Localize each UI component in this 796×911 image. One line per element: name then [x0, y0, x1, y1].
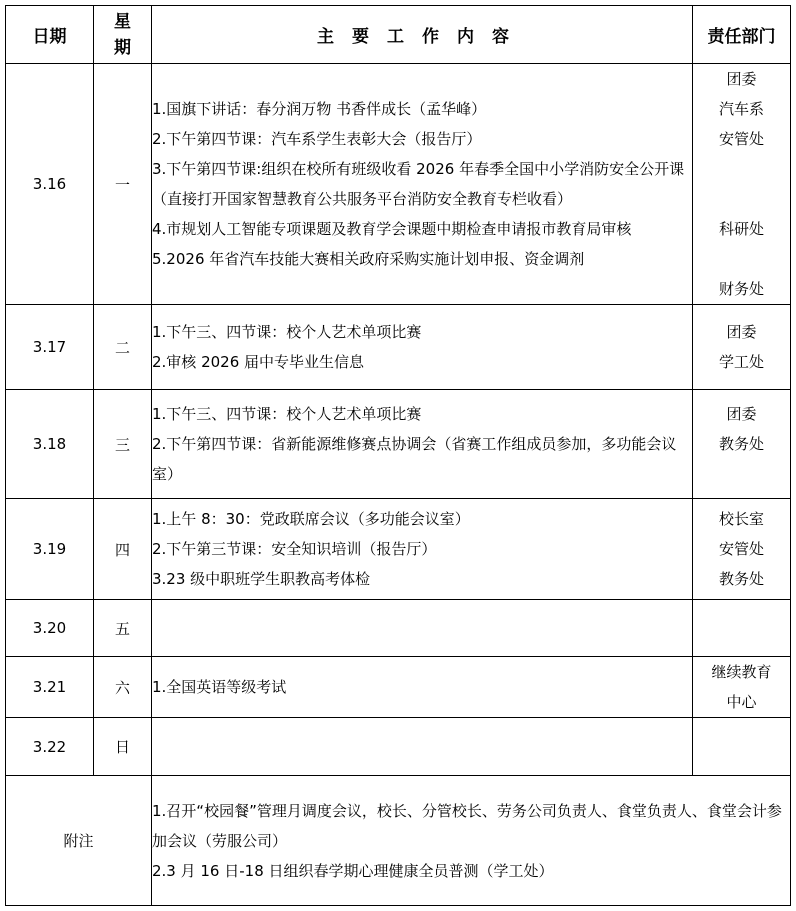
weekday-cell: 五 — [94, 600, 152, 657]
weekday-cell: 三 — [94, 390, 152, 499]
header-weekday — [94, 6, 152, 64]
header-row — [6, 6, 791, 64]
department-spacer — [693, 154, 790, 184]
work-item: 2.审核 2026 届中专毕业生信息 — [152, 353, 365, 371]
date-cell: 3.22 — [6, 718, 94, 776]
department-spacer — [693, 184, 790, 214]
department: 学工处 — [718, 353, 764, 371]
notes-label: 附注 — [6, 776, 152, 906]
table-row — [6, 64, 791, 305]
work-item: 2.下午第四节课：省新能源维修赛点协调会（省赛工作组成员参加，多功能会议室） — [152, 435, 677, 483]
work-item: 3.23 级中职班学生职教高考体检 — [152, 570, 371, 588]
content-cell — [152, 600, 693, 657]
table-row — [6, 305, 791, 390]
department-spacer — [693, 244, 790, 274]
date-cell: 3.20 — [6, 600, 94, 657]
content-cell — [152, 657, 693, 718]
note-item: 2.3 月 16 日-18 日组织春学期心理健康全员普测（学工处） — [152, 861, 554, 880]
date-cell: 3.17 — [6, 305, 94, 390]
weekday-cell: 二 — [94, 305, 152, 390]
work-item: 1.上午 8：30：党政联席会议（多功能会议室） — [152, 510, 470, 528]
content-cell — [152, 390, 693, 499]
table-row — [6, 390, 791, 499]
table-row — [6, 600, 791, 657]
header-weekday-bottom: 期 — [114, 37, 131, 58]
work-item: 3.下午第四节课:组织在校所有班级收看 2026 年春季全国中小学消防安全公开课（直接打开国家智慧教育公共服务平台消防安全教育专栏收看） — [152, 160, 685, 208]
table-row — [6, 657, 791, 718]
notes-content — [152, 776, 791, 906]
department-cell — [693, 657, 791, 718]
content-cell — [152, 718, 693, 776]
work-item: 1.国旗下讲话：春分润万物 书香伴成长（孟华峰） — [152, 100, 487, 118]
work-item: 1.全国英语等级考试 — [152, 678, 287, 696]
department: 安管处 — [718, 540, 764, 558]
header-date: 日期 — [6, 6, 94, 64]
department: 中心 — [726, 693, 757, 711]
department: 教务处 — [718, 570, 764, 588]
header-content: 主要工作内容 — [152, 6, 693, 64]
department-spacer — [693, 459, 790, 489]
department: 安管处 — [718, 130, 764, 148]
department: 教务处 — [718, 435, 764, 453]
work-item: 2.下午第四节课：汽车系学生表彰大会（报告厅） — [152, 130, 482, 148]
date-cell: 3.18 — [6, 390, 94, 499]
department: 团委 — [726, 323, 757, 341]
department-cell — [693, 390, 791, 499]
content-cell — [152, 64, 693, 305]
department-cell — [693, 600, 791, 657]
weekday-cell: 一 — [94, 64, 152, 305]
work-item: 5.2026 年省汽车技能大赛相关政府采购实施计划申报、资金调剂 — [152, 250, 585, 268]
work-item: 2.下午第三节课：安全知识培训（报告厅） — [152, 540, 437, 558]
content-cell — [152, 499, 693, 600]
table-row — [6, 718, 791, 776]
content-cell — [152, 305, 693, 390]
weekday-cell: 四 — [94, 499, 152, 600]
work-item: 1.下午三、四节课：校个人艺术单项比赛 — [152, 405, 422, 423]
work-item: 4.市规划人工智能专项课题及教育学会课题中期检查申请报市教育局审核 — [152, 220, 632, 238]
header-department: 责任部门 — [693, 6, 791, 64]
table-row — [6, 499, 791, 600]
notes-row — [6, 776, 791, 906]
department-cell — [693, 305, 791, 390]
department-cell — [693, 499, 791, 600]
note-item: 1.召开“校园餐”管理月调度会议，校长、分管校长、劳务公司负责人、食堂负责人、食堂会计参加会议（劳服公司） — [152, 801, 782, 850]
weekday-cell: 日 — [94, 718, 152, 776]
date-cell: 3.16 — [6, 64, 94, 305]
department: 科研处 — [718, 220, 764, 238]
header-weekday-top: 星 — [114, 11, 131, 32]
department: 继续教育 — [711, 663, 772, 681]
department: 校长室 — [718, 510, 764, 528]
date-cell: 3.21 — [6, 657, 94, 718]
department: 团委 — [726, 70, 757, 88]
department: 汽车系 — [718, 100, 764, 118]
work-item: 1.下午三、四节课：校个人艺术单项比赛 — [152, 323, 422, 341]
date-cell: 3.19 — [6, 499, 94, 600]
department: 团委 — [726, 405, 757, 423]
weekday-cell: 六 — [94, 657, 152, 718]
weekly-schedule-table — [5, 5, 791, 906]
department-cell — [693, 64, 791, 305]
department-cell — [693, 718, 791, 776]
department: 财务处 — [718, 280, 764, 298]
